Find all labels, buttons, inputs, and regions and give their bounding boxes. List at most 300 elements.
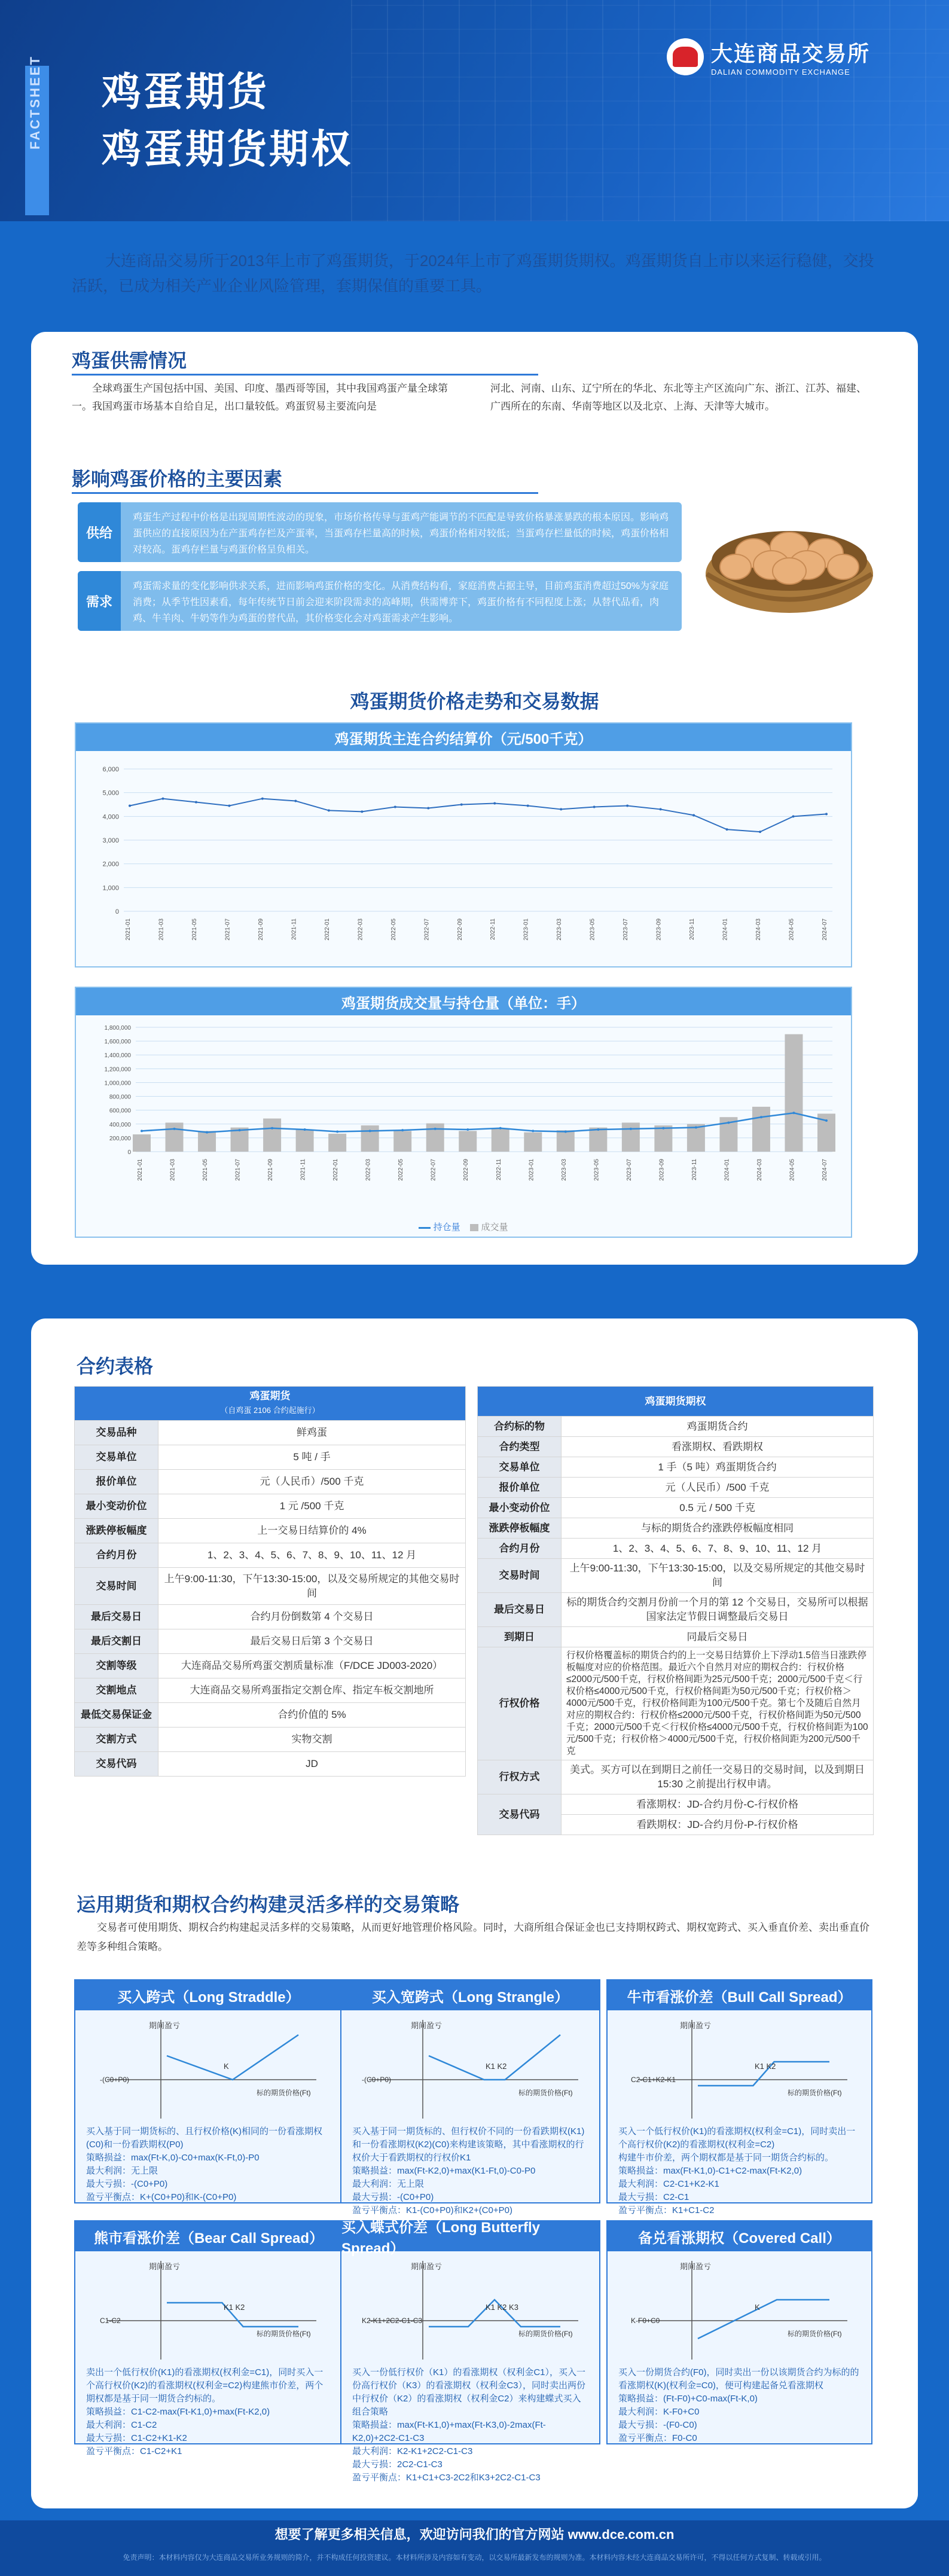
price-chart-title: 鸡蛋期货主连合约结算价（元/500千克） — [76, 724, 851, 751]
futures-row — [75, 1568, 466, 1605]
payoff-line — [429, 2035, 560, 2080]
price-x-tick: 2022-03 — [357, 918, 364, 941]
price-point — [792, 815, 795, 817]
options-key: 交易代码 — [478, 1794, 562, 1835]
volume-y-tick: 600,000 — [109, 1107, 131, 1115]
volume-x-tick: 2022-07 — [430, 1159, 437, 1181]
strategy-title: 买入蝶式价差（Long Butterfly Spread） — [341, 2221, 599, 2251]
header-pattern — [351, 0, 949, 221]
futures-key: 交易单位 — [75, 1445, 158, 1470]
volume-x-tick: 2023-01 — [528, 1159, 535, 1181]
volume-x-tick: 2022-01 — [332, 1159, 340, 1181]
volume-bar — [492, 1129, 509, 1152]
price-point — [261, 798, 264, 800]
strategy-card — [74, 2220, 343, 2456]
price-x-tick: 2024-01 — [722, 918, 729, 941]
strategy-title: 熊市看涨价差（Bear Call Spread） — [75, 2221, 342, 2251]
price-y-tick: 3,000 — [102, 837, 119, 844]
volume-bar — [393, 1131, 411, 1152]
options-key: 涨跌停板幅度 — [478, 1518, 562, 1539]
futures-value: 合约价值的 5% — [158, 1703, 466, 1727]
volume-bar — [133, 1134, 151, 1152]
price-point — [294, 800, 297, 802]
open-interest-point — [825, 1119, 828, 1122]
price-point — [460, 804, 463, 806]
options-table-head: 鸡蛋期货期权 — [478, 1387, 874, 1417]
options-row — [478, 1457, 874, 1478]
price-point — [626, 804, 628, 807]
strategy-title: 牛市看涨价差（Bull Call Spread） — [608, 1980, 871, 2010]
volume-x-tick: 2023-03 — [560, 1159, 567, 1181]
futures-value: 元（人民币）/500 千克 — [158, 1470, 466, 1494]
futures-row — [75, 1421, 466, 1445]
price-point — [228, 804, 230, 807]
open-interest-point — [564, 1130, 567, 1133]
volume-bar — [589, 1128, 607, 1152]
futures-row — [75, 1654, 466, 1678]
payoff-diagram — [357, 2255, 584, 2363]
options-row — [478, 1417, 874, 1437]
options-value: 1、2、3、4、5、6、7、8、9、10、11、12 月 — [562, 1539, 874, 1559]
price-point — [195, 801, 197, 804]
payoff-x-label: 标的期货价格(Ft) — [257, 2330, 311, 2338]
factors-divider — [72, 492, 538, 494]
options-value: 元（人民币）/500 千克 — [562, 1478, 874, 1498]
options-key: 最后交易日 — [478, 1593, 562, 1627]
factsheet-label: FACTSHEET — [28, 55, 42, 149]
price-x-tick: 2021-07 — [224, 918, 231, 941]
payoff-level-label: -(C0+P0) — [100, 2076, 130, 2084]
futures-key: 交割地点 — [75, 1678, 158, 1703]
payoff-strike-label: K — [224, 2062, 229, 2071]
open-interest-point — [434, 1128, 437, 1130]
options-key: 最小变动价位 — [478, 1498, 562, 1518]
payoff-y-label: 期间盈亏 — [679, 2021, 711, 2030]
volume-x-tick: 2023-11 — [691, 1159, 698, 1180]
strategy-description: 卖出一个低行权价(K1)的看涨期权(权利金=C1)，同时买入一个高行权价(K2)的看涨期权(权利金=C2)构建熊市价差，两个期权都是基于同一期货合约标的。 策略损益：C1-C2-max(Ft-K1,0)+max(Ft-K2,0) 最大利润：C1-C2 最大亏损：C1-C2+K1-K2 盈亏平衡点：C1-C2+K1 — [86, 2367, 324, 2456]
options-value: 标的期货合约交割月份前一个月的第 12 个交易日，交易所可以根据国家法定节假日调整最后交易日 — [562, 1593, 874, 1627]
dce-logo[interactable] — [667, 37, 870, 77]
payoff-y-label: 期间盈亏 — [149, 2262, 181, 2271]
intro-text: 大连商品交易所于2013年上市了鸡蛋期货，于2024年上市了鸡蛋期货期权。鸡蛋期货自上市以来运行稳健，交投活跃，已成为相关产业企业风险管理，套期保值的重要工具。 — [72, 252, 874, 295]
volume-chart — [76, 1015, 851, 1213]
volume-chart-panel — [75, 987, 852, 1238]
legend-vol: 成交量 — [481, 1222, 508, 1232]
open-interest-point — [695, 1127, 697, 1129]
price-point — [759, 831, 761, 833]
supply-divider — [72, 374, 538, 376]
volume-x-tick: 2021-07 — [234, 1159, 242, 1181]
strategy-title: 买入宽跨式（Long Strangle） — [341, 1980, 599, 2010]
options-key: 交易时间 — [478, 1559, 562, 1593]
volume-x-tick: 2024-01 — [724, 1159, 731, 1181]
options-row — [478, 1478, 874, 1498]
price-x-tick: 2023-11 — [689, 918, 696, 940]
open-interest-point — [499, 1127, 502, 1130]
futures-value: 合约月份倒数第 4 个交易日 — [158, 1605, 466, 1629]
futures-value: 最后交易日后第 3 个交易日 — [158, 1629, 466, 1654]
options-key: 合约标的物 — [478, 1417, 562, 1437]
payoff-diagram — [357, 2014, 584, 2122]
open-interest-point — [369, 1130, 371, 1132]
futures-key: 最后交易日 — [75, 1605, 158, 1629]
price-point — [726, 828, 728, 831]
options-key: 合约月份 — [478, 1539, 562, 1559]
volume-y-tick: 800,000 — [109, 1094, 131, 1101]
strategy-description: 买入一份期货合约(F0)，同时卖出一份以该期货合约为标的的看涨期权(K)(权利金=C0)，便可构建起备兑看涨期权 策略损益：(Ft-F0)+C0-max(Ft-K,0) 最大利润：K-F0+C0 最大亏损：-(F0-C0) 盈亏平衡点：F0-C0 — [618, 2367, 859, 2443]
legend-oi-swatch — [419, 1227, 431, 1229]
payoff-strike-label: K1 K2 — [485, 2062, 506, 2071]
volume-bar — [166, 1122, 184, 1152]
payoff-y-label: 期间盈亏 — [149, 2021, 181, 2030]
volume-y-tick: 1,400,000 — [104, 1052, 131, 1060]
price-x-tick: 2023-03 — [556, 918, 563, 941]
strategy-title: 备兑看涨期权（Covered Call） — [608, 2221, 871, 2251]
open-interest-point — [336, 1130, 338, 1133]
payoff-line — [167, 2035, 298, 2080]
volume-chart-title: 鸡蛋期货成交量与持仓量（单位：手） — [76, 988, 851, 1015]
price-point — [361, 810, 363, 813]
volume-y-tick: 1,600,000 — [104, 1039, 131, 1046]
price-x-tick: 2021-09 — [257, 918, 264, 941]
volume-x-tick: 2022-05 — [398, 1159, 405, 1181]
volume-y-tick: 0 — [127, 1149, 131, 1156]
futures-value: 大连商品交易所鸡蛋交割质量标准（F/DCE JD003-2020） — [158, 1654, 466, 1678]
volume-x-tick: 2021-01 — [137, 1159, 144, 1181]
options-value: 行权价格覆盖标的期货合约的上一交易日结算价上下浮动1.5倍当日涨跌停板幅度对应的价格范围。最近六个自然月对应的期权合约：行权价格≤2000元/500千克，行权价格间距为25元/500千克；2000元/500千克＜行权价格≤4000元/500千克，行权价格间距为50元/500千克；行权价格＞4000元/500千克，行权价格间距为100元/500千克。第七个及随后自然月对应的期权合约：行权价格≤2000元/500千克，行权价格间距为50元/500千克；2000元/500千克＜行权价格≤4000元/500千克，行权价格间距为100元/500千克；行权价格＞4000元/500千克，行权价格间距为200元/500千克 — [562, 1647, 874, 1760]
futures-value: 1 元 /500 千克 — [158, 1494, 466, 1519]
futures-row — [75, 1727, 466, 1752]
futures-row — [75, 1543, 466, 1568]
futures-row — [75, 1605, 466, 1629]
open-interest-point — [662, 1127, 664, 1130]
supply-text-left: 全球鸡蛋生产国包括中国、美国、印度、墨西哥等国，其中我国鸡蛋产量全球第一。我国鸡蛋市场基本自给自足，出口量较低。鸡蛋贸易主要流向是 — [72, 383, 448, 412]
open-interest-point — [271, 1127, 273, 1130]
futures-key: 交割方式 — [75, 1727, 158, 1752]
volume-x-tick: 2021-09 — [267, 1159, 274, 1181]
price-x-tick: 2021-11 — [291, 918, 298, 940]
payoff-y-label: 期间盈亏 — [410, 2262, 442, 2271]
price-x-tick: 2022-01 — [324, 918, 331, 941]
volume-x-tick: 2023-05 — [593, 1159, 600, 1181]
payoff-strike-label: K1 K2 — [754, 2062, 776, 2071]
price-x-tick: 2021-05 — [191, 918, 198, 941]
strategy-card — [340, 2220, 600, 2483]
trend-title: 鸡蛋期货价格走势和交易数据 — [350, 691, 599, 712]
price-x-tick: 2023-07 — [623, 918, 630, 941]
volume-x-tick: 2024-07 — [822, 1159, 828, 1181]
strategies-title: 运用期货和期权合约构建灵活多样的交易策略 — [77, 1894, 460, 1915]
volume-bar — [328, 1134, 346, 1152]
futures-key: 涨跌停板幅度 — [75, 1519, 158, 1543]
strategy-card — [340, 1979, 600, 2215]
page-title — [102, 63, 353, 178]
factor-demand — [78, 571, 682, 631]
payoff-y-label: 期间盈亏 — [410, 2021, 442, 2030]
open-interest-point — [760, 1116, 762, 1118]
futures-row — [75, 1494, 466, 1519]
price-x-tick: 2024-03 — [755, 918, 762, 941]
open-interest-point — [304, 1128, 306, 1131]
options-value: 与标的期货合约涨跌停板幅度相同 — [562, 1518, 874, 1539]
volume-x-tick: 2021-11 — [300, 1159, 307, 1180]
payoff-level-label: K-F0+C0 — [630, 2316, 660, 2325]
payoff-strike-label: K — [754, 2303, 760, 2312]
price-x-tick: 2022-11 — [490, 918, 497, 940]
futures-table-head — [75, 1387, 466, 1421]
volume-bar — [459, 1131, 477, 1152]
volume-bar — [524, 1133, 542, 1152]
price-x-tick: 2022-07 — [423, 918, 431, 941]
price-y-tick: 6,000 — [102, 766, 119, 773]
futures-row — [75, 1445, 466, 1470]
payoff-level-label: C2-C1+K2-K1 — [630, 2076, 676, 2084]
open-interest-point — [597, 1128, 599, 1131]
price-chart-panel — [75, 722, 852, 967]
futures-key: 交割等级 — [75, 1654, 158, 1678]
options-value: 美式。买方可以在到期日之前任一交易日的交易时间，以及到期日 15:30 之前提出行权申请。 — [562, 1760, 874, 1794]
options-key: 行权价格 — [478, 1647, 562, 1760]
futures-key: 交易代码 — [75, 1752, 158, 1777]
futures-value: 上午9:00-11:30，下午13:30-15:00，以及交易所规定的其他交易时间 — [158, 1568, 466, 1605]
volume-bar — [361, 1125, 379, 1152]
strategy-description: 买入一个低行权价(K1)的看涨期权(权利金=C1)，同时卖出一个高行权价(K2)的看涨期权(权利金=C2) 构建牛市价差，两个期权都是基于同一期货合约标的。 策略损益：max(Ft-K1,0)-C1+C2-max(Ft-K2,0) 最大利润：C2-C1+K2-K1 最大亏损：C2-C1 盈亏平衡点：K1+C1-C2 — [618, 2126, 856, 2215]
futures-value: 实物交割 — [158, 1727, 466, 1752]
payoff-x-label: 标的期货价格(Ft) — [787, 2330, 842, 2338]
options-key: 到期日 — [478, 1627, 562, 1647]
payoff-x-label: 标的期货价格(Ft) — [518, 2330, 573, 2338]
factors-title: 影响鸡蛋价格的主要因素 — [72, 468, 283, 490]
volume-x-tick: 2023-07 — [625, 1159, 633, 1181]
futures-key: 最低交易保证金 — [75, 1703, 158, 1727]
price-x-tick: 2024-07 — [822, 918, 828, 941]
volume-x-tick: 2022-11 — [495, 1159, 502, 1180]
volume-y-tick: 1,000,000 — [104, 1080, 131, 1087]
volume-y-tick: 400,000 — [109, 1121, 131, 1128]
volume-x-tick: 2021-03 — [169, 1159, 176, 1181]
factor-supply — [78, 502, 682, 562]
price-point — [427, 807, 429, 809]
price-x-tick: 2022-09 — [456, 918, 463, 941]
logo-cn: 大连商品交易所 — [711, 41, 871, 66]
header-banner — [0, 0, 949, 221]
futures-row — [75, 1519, 466, 1543]
options-row — [478, 1437, 874, 1457]
price-line — [130, 799, 826, 832]
futures-key: 报价单位 — [75, 1470, 158, 1494]
payoff-level-label: C1-C2 — [100, 2316, 121, 2325]
options-row — [478, 1593, 874, 1627]
futures-value: JD — [158, 1752, 466, 1777]
legend-vol-swatch — [470, 1224, 478, 1231]
open-interest-point — [630, 1128, 632, 1130]
options-key: 交易单位 — [478, 1457, 562, 1478]
futures-value: 5 吨 / 手 — [158, 1445, 466, 1470]
volume-bar — [426, 1124, 444, 1152]
payoff-strike-label: K1 K2 — [224, 2303, 245, 2312]
futures-value: 1、2、3、4、5、6、7、8、9、10、11、12 月 — [158, 1543, 466, 1568]
volume-y-tick: 1,800,000 — [104, 1025, 131, 1031]
volume-bar — [198, 1131, 216, 1152]
price-point — [560, 808, 562, 810]
futures-key: 最小变动价位 — [75, 1494, 158, 1519]
futures-row — [75, 1629, 466, 1654]
price-y-tick: 2,000 — [102, 860, 119, 868]
factor-demand-tag: 需求 — [78, 571, 121, 631]
options-row — [478, 1498, 874, 1518]
price-chart — [76, 751, 851, 966]
volume-bar — [557, 1130, 575, 1152]
options-value: 看涨期权、看跌期权 — [562, 1437, 874, 1457]
price-x-tick: 2022-05 — [390, 918, 397, 941]
open-interest-point — [727, 1121, 730, 1124]
factor-supply-tag: 供给 — [78, 502, 121, 562]
futures-row — [75, 1678, 466, 1703]
options-row — [478, 1559, 874, 1593]
supply-title: 鸡蛋供需情况 — [72, 350, 187, 371]
payoff-level-label: K2-K1+2C2-C1-C3 — [361, 2316, 422, 2325]
futures-row — [75, 1752, 466, 1777]
open-interest-point — [206, 1131, 208, 1134]
payoff-diagram — [95, 2014, 322, 2122]
volume-bar — [785, 1034, 802, 1152]
options-value: 0.5 元 / 500 千克 — [562, 1498, 874, 1518]
futures-row — [75, 1703, 466, 1727]
open-interest-point — [401, 1129, 404, 1131]
volume-x-tick: 2024-05 — [789, 1159, 796, 1181]
futures-key: 交易品种 — [75, 1421, 158, 1445]
price-y-tick: 0 — [115, 908, 119, 915]
options-value: 1 手（5 吨）鸡蛋期货合约 — [562, 1457, 874, 1478]
supply-text-right: 河北、河南、山东、辽宁所在的华北、东北等主产区流向广东、浙江、江苏、福建、广西所在的东南、华南等地区以及北京、上海、天津等大城市。 — [490, 383, 866, 412]
strategy-card — [606, 2220, 872, 2444]
volume-x-tick: 2022-03 — [365, 1159, 372, 1181]
volume-x-tick: 2022-09 — [463, 1159, 470, 1181]
price-point — [161, 798, 164, 800]
strategy-description: 买入基于同一期货标的、且行权价格(K)相同的一份看涨期权(C0)和一份看跌期权(P0) 策略损益：max(Ft-K,0)-C0+max(K-Ft,0)-P0 最大利润：无上限 最大亏损：-(C0+P0) 盈亏平衡点：K+(C0+P0)和K-(C0+P0) — [86, 2126, 322, 2202]
footer-website[interactable]: 想要了解更多相关信息，欢迎访问我们的官方网站 www.dce.com.cn — [274, 2527, 675, 2542]
options-value: 看跌期权：JD-合约月份-P-行权价格 — [562, 1815, 874, 1835]
volume-y-tick: 1,200,000 — [104, 1066, 131, 1073]
options-value: 鸡蛋期货合约 — [562, 1417, 874, 1437]
volume-x-tick: 2024-03 — [756, 1159, 763, 1181]
futures-head-label: 鸡蛋期货 — [249, 1390, 291, 1402]
options-spec-table — [477, 1386, 874, 1835]
strategy-description: 买入一份低行权价（K1）的看涨期权（权利金C1），买入一份高行权价（K3）的看涨期权（权利金C3），同时卖出两份中行权价（K2）的看涨期权（权利金C2）来构建蝶式买入组合策略 策略损益：max(Ft-K1,0)+max(Ft-K3,0)-2max(Ft-K2,0)+2C2-C1-C3 最大利润：K2-K1+2C2-C1-C3 最大亏损：2C2-C1-C3 盈亏平衡点：K1+C1+C3-2C2和K3+2C2-C1-C3 — [352, 2367, 586, 2483]
payoff-level-label: -(C0+P0) — [361, 2076, 391, 2084]
factor-demand-text: 鸡蛋需求量的变化影响供求关系，进而影响鸡蛋价格的变化。从消费结构看，家庭消费占据主导，目前鸡蛋消费超过50%为家庭消费；从季节性因素看，每年传统节日前会迎来阶段需求的高峰期，供需博弈下，鸡蛋价格有不同程度上涨；从替代品看，肉鸡、牛羊肉、牛奶等作为鸡蛋的替代品，其价格变化会对鸡蛋需求产生影响。 — [133, 581, 669, 624]
open-interest-point — [239, 1129, 241, 1131]
logo-en: DALIAN COMMODITY EXCHANGE — [711, 68, 850, 77]
title-line-1: 鸡蛋期货 — [102, 69, 269, 114]
options-row — [478, 1794, 874, 1815]
futures-key: 交易时间 — [75, 1568, 158, 1605]
price-x-tick: 2021-03 — [158, 918, 165, 941]
options-row — [478, 1539, 874, 1559]
payoff-diagram — [626, 2014, 853, 2122]
strategy-card — [606, 1979, 872, 2215]
open-interest-point — [466, 1128, 469, 1131]
payoff-x-label: 标的期货价格(Ft) — [787, 2089, 842, 2097]
price-y-tick: 5,000 — [102, 789, 119, 797]
futures-row — [75, 1470, 466, 1494]
futures-head-sub: （自鸡蛋 2106 合约起施行） — [220, 1406, 320, 1415]
futures-value: 上一交易日结算价的 4% — [158, 1519, 466, 1543]
price-x-tick: 2023-01 — [523, 918, 530, 941]
price-point — [825, 813, 828, 815]
options-row — [478, 1647, 874, 1760]
payoff-diagram — [95, 2255, 322, 2363]
footer-disclaimer: 免责声明：本材料内容仅为大连商品交易所业务规则的简介，并不构成任何投资建议。本材料所涉及内容如有变动，以交易所最新发布的规则为准。本材料内容未经大连商品交易所许可，不得以任何方式复制、转载或引用。 — [123, 2553, 826, 2562]
price-point — [660, 808, 662, 810]
options-key: 行权方式 — [478, 1760, 562, 1794]
price-y-tick: 4,000 — [102, 813, 119, 821]
price-x-tick: 2023-05 — [589, 918, 596, 941]
options-row — [478, 1627, 874, 1647]
price-point — [493, 802, 496, 805]
price-point — [129, 804, 131, 807]
egg-basket-image — [700, 496, 879, 616]
futures-value: 大连商品交易所鸡蛋指定交割仓库、指定车板交割地所 — [158, 1678, 466, 1703]
price-x-tick: 2021-01 — [125, 918, 132, 941]
open-interest-point — [141, 1130, 143, 1132]
payoff-y-label: 期间盈亏 — [679, 2262, 711, 2271]
price-point — [692, 814, 695, 816]
options-value: 上午9:00-11:30，下午13:30-15:00，以及交易所规定的其他交易时间 — [562, 1559, 874, 1593]
factor-supply-text: 鸡蛋生产过程中价格是出现周期性波动的现象，市场价格传导与蛋鸡产能调节的不匹配是导致价格暴涨暴跌的根本原因。影响鸡蛋供应的直接原因为在产蛋鸡存栏及产蛋率，当蛋鸡存栏量高的时候，鸡蛋价格相对较低；当蛋鸡存栏量低的时候，鸡蛋价格相对较高。蛋鸡存栏量与鸡蛋价格呈负相关。 — [133, 512, 669, 555]
price-x-tick: 2023-09 — [655, 918, 663, 941]
legend-oi: 持仓量 — [433, 1222, 460, 1232]
volume-bar — [263, 1119, 281, 1152]
open-interest-point — [173, 1128, 176, 1130]
options-row — [478, 1518, 874, 1539]
volume-y-tick: 200,000 — [109, 1135, 131, 1142]
options-key: 合约类型 — [478, 1437, 562, 1457]
options-value: 看涨期权：JD-合约月份-C-行权价格 — [562, 1794, 874, 1815]
dce-logo-icon — [667, 38, 704, 75]
futures-key: 合约月份 — [75, 1543, 158, 1568]
payoff-strike-label: K1 K2 K3 — [485, 2303, 518, 2312]
price-point — [328, 809, 330, 811]
futures-spec-table — [74, 1386, 466, 1777]
futures-value: 鲜鸡蛋 — [158, 1421, 466, 1445]
volume-x-tick: 2021-05 — [202, 1159, 209, 1181]
volume-legend — [76, 1220, 851, 1233]
payoff-x-label: 标的期货价格(Ft) — [518, 2089, 573, 2097]
strategies-intro: 交易者可使用期货、期权合约构建起灵活多样的交易策略，从而更好地管理价格风险。同时，大商所组合保证金也已支持期权跨式、期权宽跨式、买入垂直价差、卖出垂直价差等多种组合策略。 — [77, 1922, 869, 1952]
options-key: 报价单位 — [478, 1478, 562, 1498]
price-y-tick: 1,000 — [102, 884, 119, 892]
volume-x-tick: 2023-09 — [658, 1159, 666, 1181]
options-value: 同最后交易日 — [562, 1627, 874, 1647]
price-point — [593, 805, 596, 808]
price-x-tick: 2024-05 — [788, 918, 795, 941]
price-point — [394, 805, 396, 808]
futures-key: 最后交割日 — [75, 1629, 158, 1654]
open-interest-point — [532, 1130, 534, 1132]
price-point — [527, 804, 529, 807]
strategy-card — [74, 1979, 343, 2203]
volume-bar — [622, 1122, 640, 1152]
title-line-2: 鸡蛋期货期权 — [102, 127, 353, 171]
payoff-x-label: 标的期货价格(Ft) — [257, 2089, 311, 2097]
volume-bar — [752, 1107, 770, 1152]
options-row — [478, 1760, 874, 1794]
contract-title: 合约表格 — [77, 1356, 154, 1377]
strategy-title: 买入跨式（Long Straddle） — [75, 1980, 342, 2010]
volume-bar — [296, 1130, 314, 1152]
open-interest-point — [792, 1112, 795, 1114]
